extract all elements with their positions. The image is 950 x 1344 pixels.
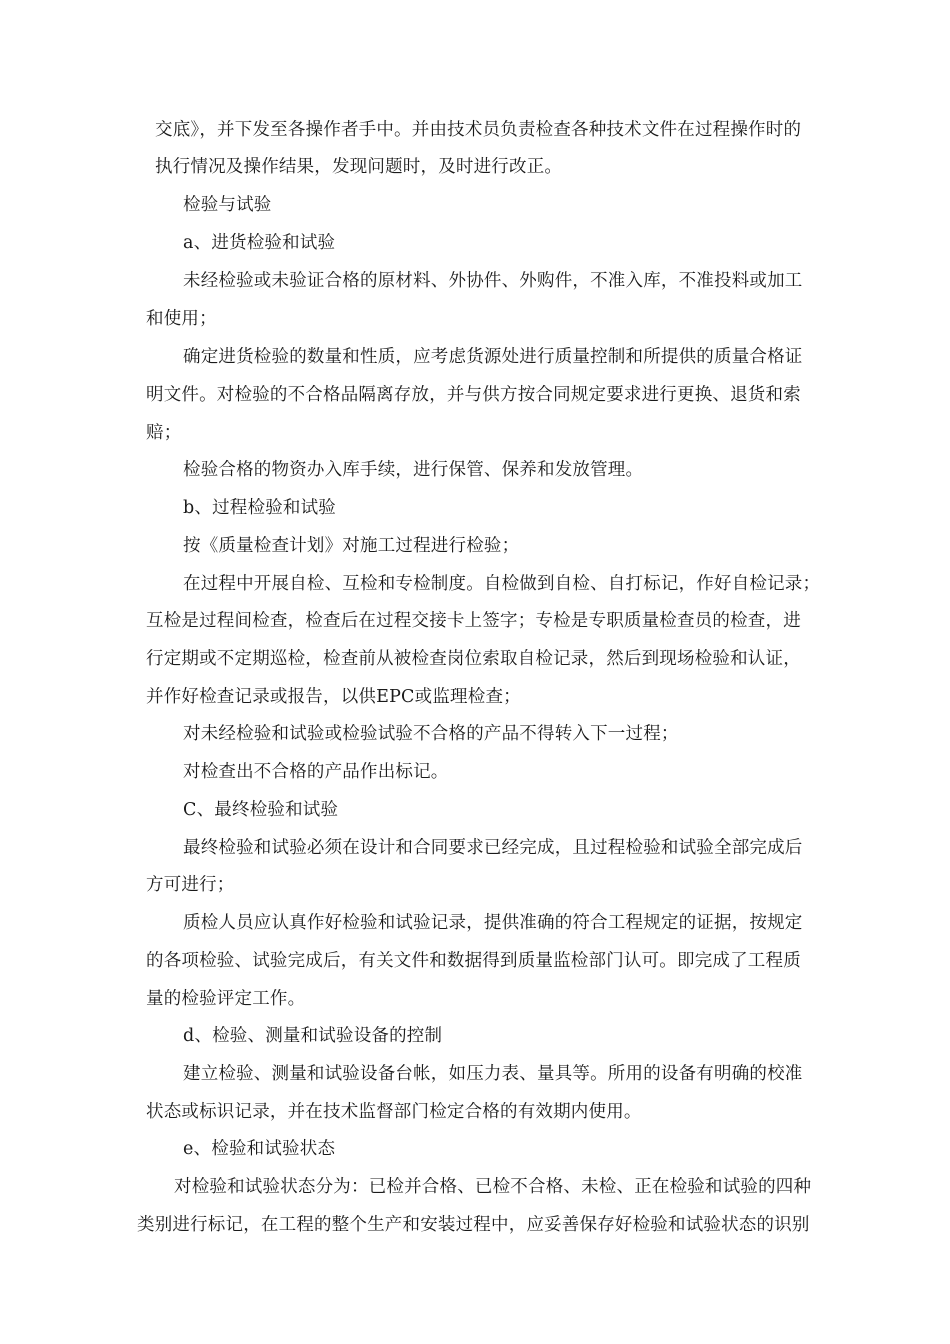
subsection-heading: a、进货检验和试验: [183, 233, 336, 253]
text-line: 并作好检查记录或报告，以供EPC或监理检查；: [146, 687, 521, 707]
subsection-heading: e、检验和试验状态: [183, 1139, 336, 1159]
text-line: 和使用；: [146, 309, 217, 329]
text-line: 方可进行；: [146, 875, 235, 895]
text-line: 的各项检验、试验完成后，有关文件和数据得到质量监检部门认可。即完成了工程质: [146, 951, 801, 971]
text-line: 赔；: [146, 423, 182, 443]
text-line: 对未经检验和试验或检验试验不合格的产品不得转入下一过程；: [183, 724, 679, 744]
text-line: 在过程中开展自检、互检和专检制度。自检做到自检、自打标记，作好自检记录；: [183, 574, 821, 594]
text-line: 按《质量检查计划》对施工过程进行检验；: [183, 536, 520, 556]
text-line: 质检人员应认真作好检验和试验记录，提供准确的符合工程规定的证据，按规定: [183, 913, 803, 933]
text-line: 检验合格的物资办入库手续，进行保管、保养和发放管理。: [183, 460, 644, 480]
text-line: 互检是过程间检查，检查后在过程交接卡上签字；专检是专职质量检查员的检查，进: [146, 611, 801, 631]
text-line: 对检验和试验状态分为：已检并合格、已检不合格、未检、正在检验和试验的四种: [174, 1177, 812, 1197]
text-line: 执行情况及操作结果，发现问题时，及时进行改正。: [155, 157, 563, 177]
text-line: 未经检验或未验证合格的原材料、外协件、外购件，不准入库，不准投料或加工: [183, 271, 803, 291]
text-line: 建立检验、测量和试验设备台帐，如压力表、量具等。所用的设备有明确的校准: [183, 1064, 803, 1084]
text-line: 行定期或不定期巡检，检查前从被检查岗位索取自检记录，然后到现场检验和认证，: [146, 649, 801, 669]
text-line: 最终检验和试验必须在设计和合同要求已经完成，且过程检验和试验全部完成后: [183, 838, 803, 858]
section-heading: 检验与试验: [183, 195, 272, 215]
text-line: 类别进行标记，在工程的整个生产和安装过程中，应妥善保存好检验和试验状态的识别: [137, 1215, 810, 1235]
text-line: 明文件。对检验的不合格品隔离存放，并与供方按合同规定要求进行更换、退货和索: [146, 385, 801, 405]
subsection-heading: d、检验、测量和试验设备的控制: [183, 1026, 443, 1046]
text-line: 交底》，并下发至各操作者手中。并由技术员负责检查各种技术文件在过程操作时的: [155, 120, 802, 140]
subsection-heading: C、最终检验和试验: [183, 800, 339, 820]
text-line: 对检查出不合格的产品作出标记。: [183, 762, 449, 782]
text-line: 确定进货检验的数量和性质，应考虑货源处进行质量控制和所提供的质量合格证: [183, 347, 803, 367]
text-line: 量的检验评定工作。: [146, 989, 306, 1009]
text-line: 状态或标识记录，并在技术监督部门检定合格的有效期内使用。: [146, 1102, 642, 1122]
subsection-heading: b、过程检验和试验: [183, 498, 337, 518]
